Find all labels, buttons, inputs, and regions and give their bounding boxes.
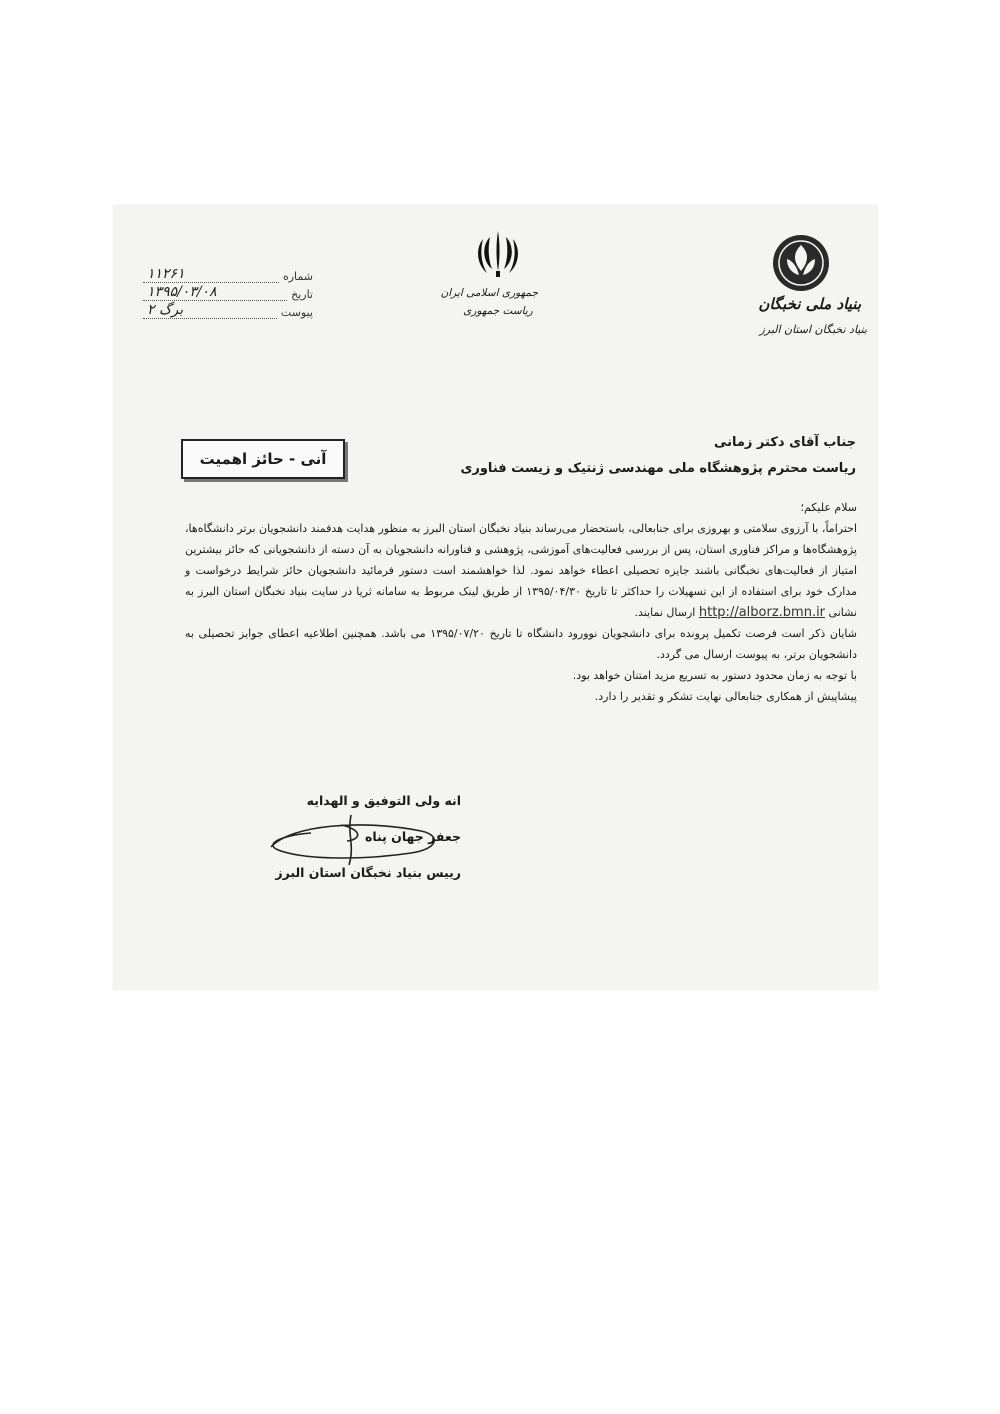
attachment-value: ۲ برگ: [143, 302, 277, 319]
addressee-name: جناب آقای دکتر زمانی: [713, 435, 856, 450]
body-paragraph-3: با توجه به زمان محدود دستور به تسریع مزید امتنان خواهد بود.: [572, 669, 857, 682]
foundation-logo: [743, 227, 873, 357]
letter-meta: [143, 265, 313, 319]
iran-emblem-icon: [475, 227, 521, 281]
body-paragraph-1-text: احتراماً، با آرزوی سلامتی و بهروزی برای جنابعالی، باستحضار می‌رساند بنیاد نخبگان استان البرز به منظور هدایت هدفمند دانشجویان برتر دانشگاه‌ها، پژوهشگاه‌ها و مراکز فناوری استان، پس از بررسی فعالیت‌های آموزشی، پژوهشی و فناورانه دانشجویان به آن دسته از دانشجویانی که حائز بیشترین امتیاز از فعالیت‌های نخبگانی باشند جایزه تحصیلی اعطاء خواهد نمود. لذا خواهشمند است دستور فرمائید دانشجویان حائز شرایط درخواست و مدارک خود برای استفاده از این تسهیلات را حداکثر تا تاریخ ۱۳۹۵/۰۴/۳۰ از طریق لینک مربوط به سامانه ثریا در سایت بنیاد نخبگان استان البرز به نشانی: [185, 522, 857, 619]
website-link[interactable]: http://alborz.bmn.ir: [698, 605, 826, 620]
body-paragraph-1: [185, 518, 857, 623]
signature-scribble-icon: [251, 805, 451, 875]
body-paragraph-4: پیشاپیش از همکاری جنابعالی نهایت تشکر و تقدیر را دارد.: [594, 690, 857, 703]
attachment-label: پیوست: [280, 306, 313, 319]
number-row: [143, 265, 313, 283]
date-value: ۱۳۹۵/۰۳/۰۸: [143, 284, 287, 301]
letter-sheet: [113, 205, 878, 990]
foundation-emblem-icon: [743, 227, 873, 357]
foundation-subtitle: بنیاد نخبگان استان البرز: [759, 323, 867, 336]
urgent-badge: آنی - حائز اهمیت: [181, 439, 345, 479]
closing-phrase: انه ولی التوفیق و الهدایه: [306, 793, 461, 808]
date-label: تاریخ: [291, 288, 313, 301]
signer-title: رییس بنیاد نخبگان استان البرز: [275, 865, 461, 880]
letter-body: [185, 497, 857, 707]
republic-emblem: [440, 227, 538, 337]
number-label: شماره: [282, 270, 313, 283]
body-paragraph-1-end: ارسال نمایند.: [634, 606, 696, 619]
greeting: سلام علیکم؛: [800, 501, 857, 514]
addressee-title: ریاست محترم پژوهشگاه ملی مهندسی ژنتیک و زیست فناوری: [460, 461, 856, 476]
body-paragraph-2: شایان ذکر است فرصت تکمیل پرونده برای دانشجویان نوورود دانشگاه تا تاریخ ۱۳۹۵/۰۷/۲۰ می باشد. همچنین اطلاعیه اعطای جوایز تحصیلی به دانشجویان برتر، به پیوست ارسال می گردد.: [185, 627, 857, 661]
signer-name: جعفر جهان پناه: [364, 829, 461, 844]
emblem-line1: جمهوری اسلامی ایران: [440, 287, 538, 299]
number-value: ۱۱۲۶۱: [143, 266, 279, 283]
emblem-line2: ریاست جمهوری: [463, 305, 533, 317]
date-row: [143, 283, 313, 301]
foundation-title: بنیاد ملی نخبگان: [758, 295, 861, 313]
addressee: [436, 430, 856, 482]
attachment-row: [143, 301, 313, 319]
